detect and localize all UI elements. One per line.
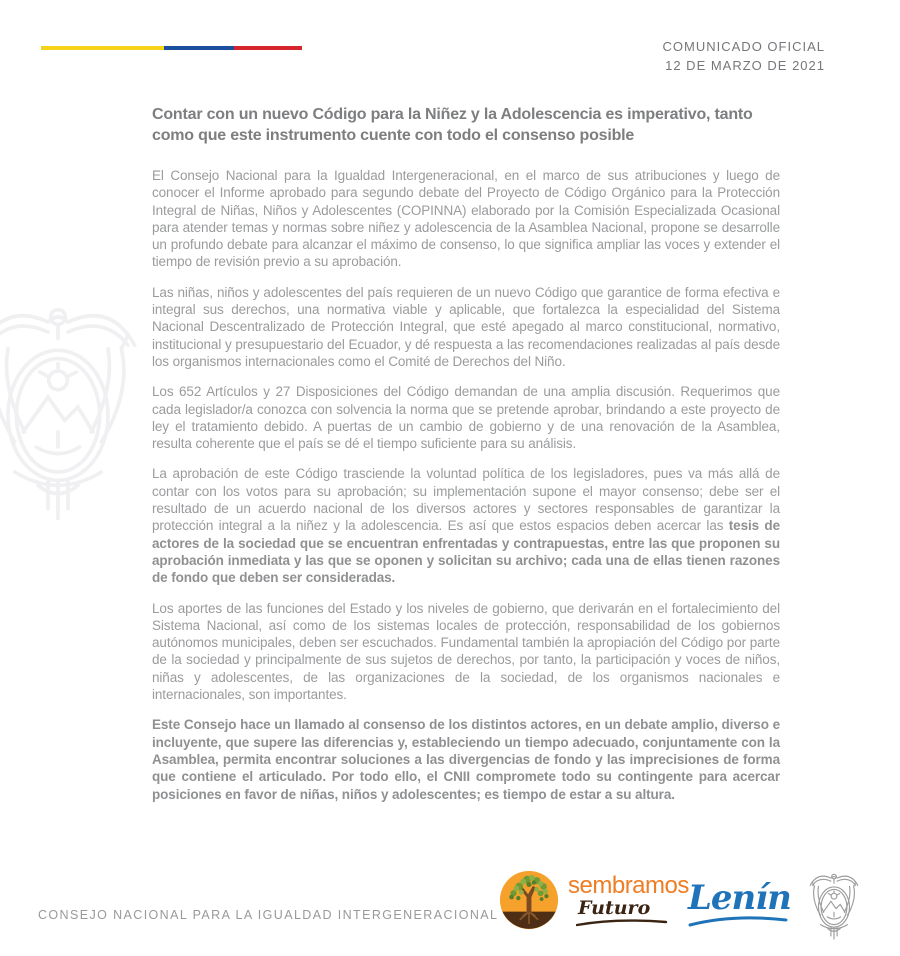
paragraph-6 bbox=[152, 716, 780, 802]
communique-header bbox=[663, 37, 825, 75]
paragraph-text-bold: Este Consejo hace un llamado al consenso de los distintos actores, en un debate amplio, diverso e incluyente, que supere las diferencias y, estableciendo un tiempo adecuado, conjuntamente con la Asamblea, permita encontrar soluciones a las divergencias de fondo y las imprecisiones de forma que contiene el articulado. Por todo ello, el CNII compromete todo su contingente para acercar posiciones en favor de niñas, niños y adolescentes; es tiempo de estar a su altura. bbox=[152, 717, 780, 802]
organization-name: CONSEJO NACIONAL PARA LA IGUALDAD INTERGENERACIONAL bbox=[38, 908, 499, 922]
sembramos-wordmark bbox=[568, 871, 689, 927]
flag-yellow-segment bbox=[41, 46, 164, 50]
coat-of-arms-watermark-icon bbox=[0, 292, 158, 532]
paragraph-2 bbox=[152, 284, 780, 370]
paragraph-text: La aprobación de este Código trasciende la voluntad política de los legisladores, pues va más allá de contar con los votos para su aprobación; su implementación supone el mayor consenso; debe ser el resultado de un acuerdo nacional de los diversos actores y sectores responsables de garantizar la protección integral a la niñez y la adolescencia. Es así que estos espacios deben acercar las bbox=[152, 466, 780, 534]
flag-red-segment bbox=[234, 46, 302, 50]
futuro-swoosh-icon bbox=[576, 919, 668, 927]
paragraph-4 bbox=[152, 465, 780, 586]
paragraph-text-bold: tesis de actores de la sociedad que se encuentran enfrentadas y contrapuestas, entre las que proponen su aprobación inmediata y las que se oponen y solicitan su archivo; cada una de ellas tienen razones de fondo que deben ser consideradas. bbox=[152, 518, 780, 586]
lenin-signature: Lenín bbox=[688, 878, 791, 918]
ecuador-flag-bar bbox=[41, 46, 302, 50]
document-body bbox=[152, 104, 780, 803]
page-title: Contar con un nuevo Código para la Niñez y la Adolescencia es imperativo, tanto como que este instrumento cuente con todo el consenso posible bbox=[152, 106, 753, 144]
flag-blue-segment bbox=[164, 46, 234, 50]
communique-label: COMUNICADO OFICIAL bbox=[662, 39, 825, 54]
tree-icon bbox=[498, 869, 560, 931]
paragraph-text: Los 652 Artículos y 27 Disposiciones del Código demandan de una amplia discusión. Requerimos que cada legislador/a conozca con solvencia la norma que se pretende aprobar, brindando a este proyecto de ley el tratamiento debido. A puertas de un cambio de gobierno y de una renovación de la Asamblea, resulta coherente que el país se dé el tiempo suficiente para su análisis. bbox=[152, 384, 780, 452]
paragraph-text: El Consejo Nacional para la Igualdad Intergeneracional, en el marco de sus atribuciones y luego de conocer el Informe aprobado para segundo debate del Proyecto de Código Orgánico para la Protección Integral de Niñas, Niños y Adolescentes (COPINNA) elaborado por la Comisión Especializada Ocasional para atender temas y normas sobre niñez y adolescencia de la Asamblea Nacional, propone se desarrolle un profundo debate para alcanzar el máximo de consenso, lo que significa ampliar las voces y extender el tiempo de revisión previo a su aprobación. bbox=[152, 168, 780, 270]
paragraph-5 bbox=[152, 600, 780, 704]
paragraph-3 bbox=[152, 383, 780, 452]
lenin-signature-logo bbox=[688, 878, 791, 928]
paragraph-text: Los aportes de las funciones del Estado y los niveles de gobierno, que derivarán en el fortalecimiento del Sistema Nacional, así como de los sistemas locales de protección, responsabilidad de los gobiernos autónomos municipales, deben ser escuchados. Fundamental también la apropiación del Código por parte de la sociedad y principalmente de sus sujetos de derechos, por tanto, la participación y voces de niños, niñas y adolescentes, de las organizaciones de la sociedad, de los organismos nacionales e internacionales, son importantes. bbox=[152, 600, 780, 703]
paragraph-1 bbox=[152, 167, 780, 271]
sembramos-futuro-logo bbox=[498, 869, 689, 931]
ecuador-coat-of-arms-icon bbox=[803, 868, 865, 944]
futuro-word: Futuro bbox=[578, 896, 651, 919]
sembramos-word: sembramos bbox=[568, 871, 689, 899]
communique-date: 12 DE MARZO DE 2021 bbox=[665, 58, 825, 73]
paragraph-text: Las niñas, niños y adolescentes del país requieren de un nuevo Código que garantice de forma efectiva e integral sus derechos, una normativa viable y aplicable, que fortalezca la especialidad del Sistema Nacional Descentralizado de Protección Integral, que esté apegado al marco constitucional, normativo, institucional y presupuestario del Ecuador, y dé respuesta a las recomendaciones realizadas al país desde los organismos internacionales como el Comité de Derechos del Niño. bbox=[152, 284, 780, 369]
